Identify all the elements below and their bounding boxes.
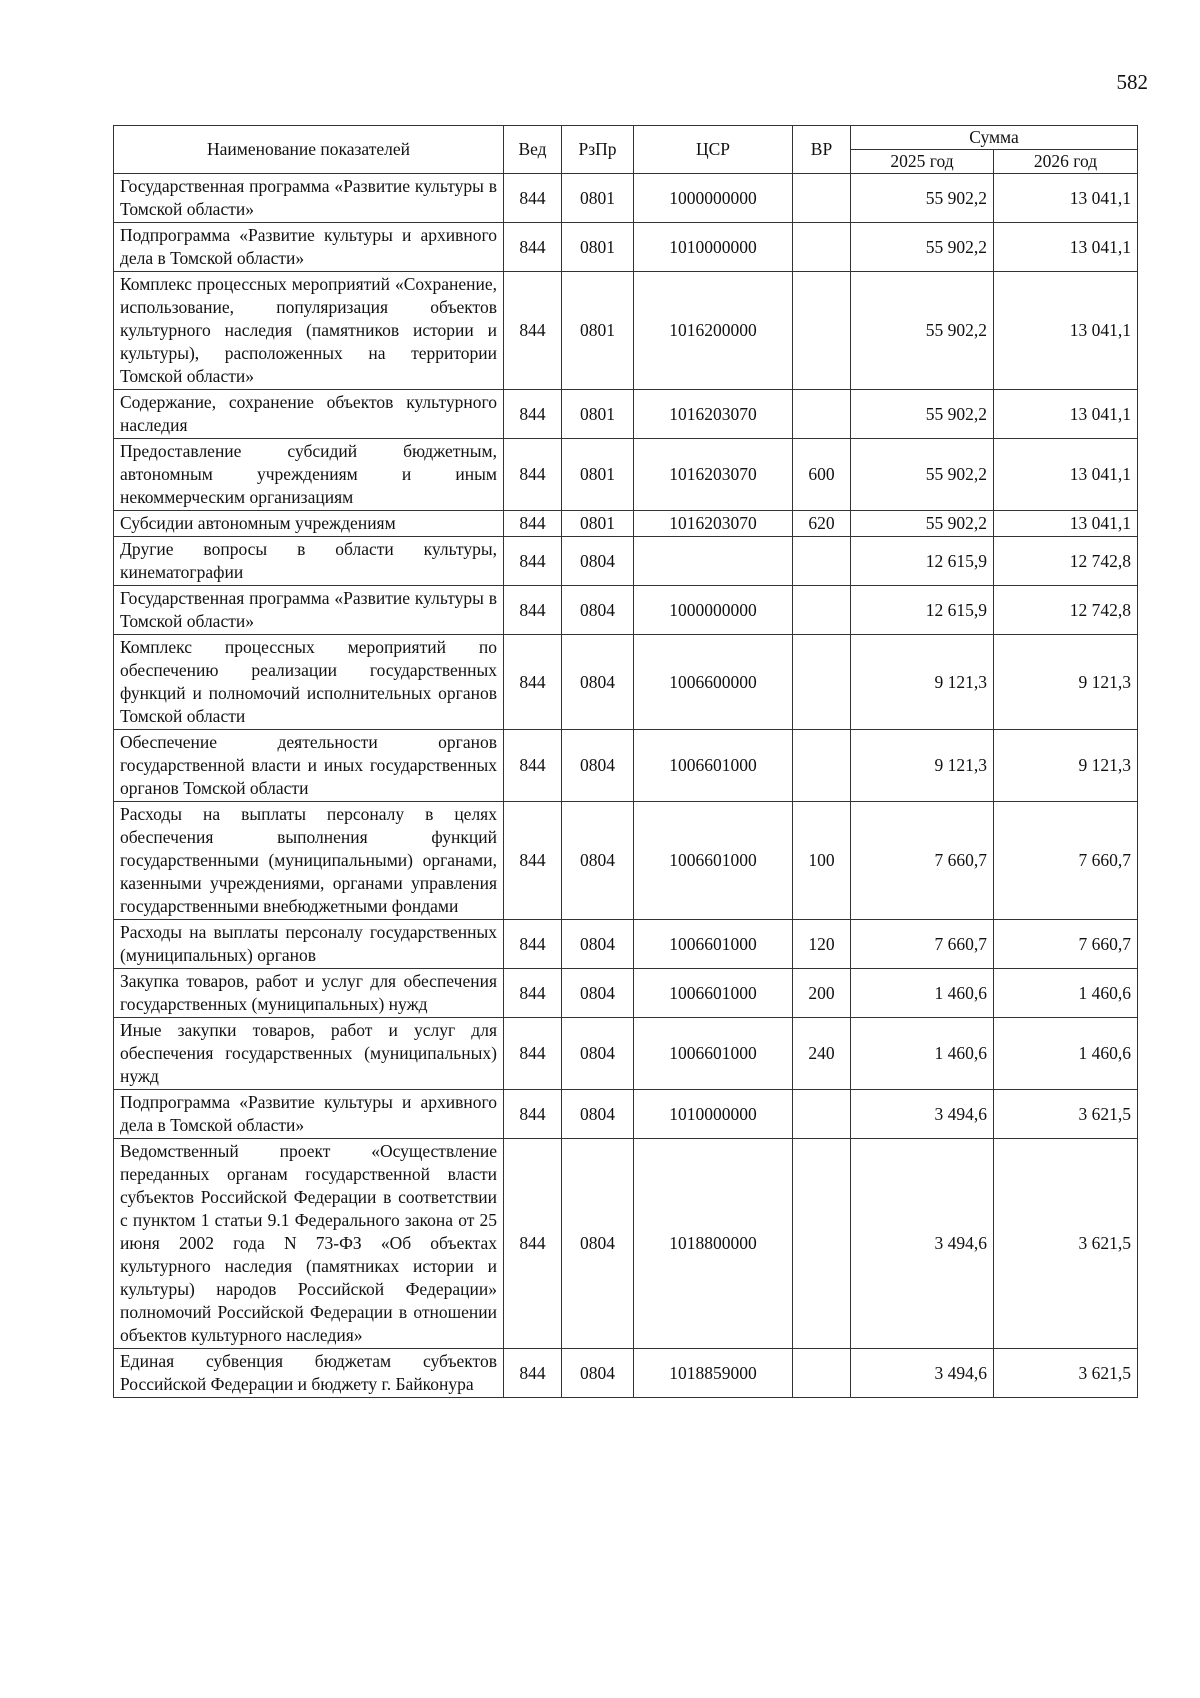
cell-ved: 844 <box>504 223 562 272</box>
cell-sum-2025: 55 902,2 <box>851 272 994 390</box>
cell-csr: 1016203070 <box>634 390 793 439</box>
cell-ved: 844 <box>504 635 562 730</box>
cell-sum-2025: 55 902,2 <box>851 511 994 537</box>
cell-sum-2026: 3 621,5 <box>994 1349 1138 1398</box>
cell-sum-2026: 13 041,1 <box>994 511 1138 537</box>
header-vr: ВР <box>793 126 851 174</box>
cell-rzpr: 0801 <box>562 174 634 223</box>
cell-rzpr: 0801 <box>562 272 634 390</box>
cell-csr: 1000000000 <box>634 174 793 223</box>
cell-ved: 844 <box>504 1018 562 1090</box>
cell-csr: 1000000000 <box>634 586 793 635</box>
cell-sum-2025: 55 902,2 <box>851 390 994 439</box>
cell-sum-2026: 3 621,5 <box>994 1090 1138 1139</box>
cell-csr: 1006601000 <box>634 969 793 1018</box>
table-row <box>114 1018 1138 1090</box>
cell-sum-2026: 9 121,3 <box>994 730 1138 802</box>
cell-name: Подпрограмма «Развитие культуры и архивного дела в Томской области» <box>114 223 504 272</box>
cell-sum-2025: 1 460,6 <box>851 969 994 1018</box>
header-year-2026: 2026 год <box>994 150 1138 174</box>
cell-vr <box>793 537 851 586</box>
cell-rzpr: 0804 <box>562 730 634 802</box>
header-rzpr: РзПр <box>562 126 634 174</box>
cell-vr <box>793 635 851 730</box>
cell-rzpr: 0804 <box>562 586 634 635</box>
table-row <box>114 511 1138 537</box>
cell-ved: 844 <box>504 174 562 223</box>
cell-sum-2026: 3 621,5 <box>994 1139 1138 1349</box>
table-row <box>114 390 1138 439</box>
cell-sum-2025: 9 121,3 <box>851 635 994 730</box>
table-row <box>114 586 1138 635</box>
table-row <box>114 223 1138 272</box>
cell-ved: 844 <box>504 586 562 635</box>
cell-sum-2026: 13 041,1 <box>994 390 1138 439</box>
cell-vr <box>793 1139 851 1349</box>
cell-ved: 844 <box>504 1139 562 1349</box>
cell-vr: 620 <box>793 511 851 537</box>
cell-csr: 1010000000 <box>634 1090 793 1139</box>
cell-name: Обеспечение деятельности органов государственной власти и иных государственных органов Томской области <box>114 730 504 802</box>
cell-csr: 1016200000 <box>634 272 793 390</box>
cell-ved: 844 <box>504 272 562 390</box>
table-row <box>114 174 1138 223</box>
cell-sum-2025: 3 494,6 <box>851 1090 994 1139</box>
cell-sum-2026: 13 041,1 <box>994 439 1138 511</box>
cell-ved: 844 <box>504 439 562 511</box>
cell-vr: 600 <box>793 439 851 511</box>
cell-sum-2025: 55 902,2 <box>851 174 994 223</box>
cell-csr: 1016203070 <box>634 511 793 537</box>
cell-name: Другие вопросы в области культуры, кинематографии <box>114 537 504 586</box>
cell-name: Содержание, сохранение объектов культурного наследия <box>114 390 504 439</box>
cell-name: Государственная программа «Развитие культуры в Томской области» <box>114 586 504 635</box>
cell-vr <box>793 1090 851 1139</box>
cell-rzpr: 0804 <box>562 537 634 586</box>
cell-sum-2025: 55 902,2 <box>851 223 994 272</box>
cell-ved: 844 <box>504 390 562 439</box>
cell-name: Предоставление субсидий бюджетным, автономным учреждениям и иным некоммерческим организациям <box>114 439 504 511</box>
cell-rzpr: 0801 <box>562 439 634 511</box>
table-header <box>114 126 1138 174</box>
cell-sum-2025: 7 660,7 <box>851 920 994 969</box>
cell-ved: 844 <box>504 1349 562 1398</box>
cell-rzpr: 0804 <box>562 635 634 730</box>
cell-rzpr: 0804 <box>562 1139 634 1349</box>
cell-csr: 1010000000 <box>634 223 793 272</box>
cell-name: Субсидии автономным учреждениям <box>114 511 504 537</box>
cell-rzpr: 0804 <box>562 920 634 969</box>
cell-sum-2026: 12 742,8 <box>994 586 1138 635</box>
cell-rzpr: 0804 <box>562 802 634 920</box>
cell-name: Комплекс процессных мероприятий по обеспечению реализации государственных функций и полномочий исполнительных органов Томской области <box>114 635 504 730</box>
cell-vr <box>793 174 851 223</box>
cell-vr <box>793 223 851 272</box>
header-year-2025: 2025 год <box>851 150 994 174</box>
table-row <box>114 802 1138 920</box>
cell-sum-2026: 13 041,1 <box>994 223 1138 272</box>
cell-csr: 1016203070 <box>634 439 793 511</box>
cell-ved: 844 <box>504 730 562 802</box>
cell-ved: 844 <box>504 537 562 586</box>
header-sum: Сумма <box>851 126 1138 150</box>
cell-name: Иные закупки товаров, работ и услуг для обеспечения государственных (муниципальных) нужд <box>114 1018 504 1090</box>
table-row <box>114 635 1138 730</box>
cell-vr <box>793 730 851 802</box>
cell-vr <box>793 586 851 635</box>
cell-vr: 200 <box>793 969 851 1018</box>
cell-name: Расходы на выплаты персоналу в целях обеспечения выполнения функций государственными (муниципальными) органами, казенными учреждениями, органами управления государственными внебюджетными фондами <box>114 802 504 920</box>
table-row <box>114 537 1138 586</box>
cell-sum-2026: 13 041,1 <box>994 174 1138 223</box>
cell-sum-2026: 7 660,7 <box>994 802 1138 920</box>
cell-sum-2026: 9 121,3 <box>994 635 1138 730</box>
cell-csr: 1018800000 <box>634 1139 793 1349</box>
cell-rzpr: 0801 <box>562 390 634 439</box>
header-ved: Вед <box>504 126 562 174</box>
cell-csr: 1006600000 <box>634 635 793 730</box>
cell-name: Комплекс процессных мероприятий «Сохранение, использование, популяризация объектов культурного наследия (памятников истории и культуры), расположенных на территории Томской области» <box>114 272 504 390</box>
table-body <box>114 174 1138 1398</box>
cell-rzpr: 0804 <box>562 969 634 1018</box>
cell-sum-2025: 12 615,9 <box>851 586 994 635</box>
cell-csr: 1006601000 <box>634 1018 793 1090</box>
cell-name: Подпрограмма «Развитие культуры и архивного дела в Томской области» <box>114 1090 504 1139</box>
cell-ved: 844 <box>504 1090 562 1139</box>
cell-ved: 844 <box>504 969 562 1018</box>
table-row <box>114 1090 1138 1139</box>
table-row <box>114 1349 1138 1398</box>
cell-sum-2026: 1 460,6 <box>994 969 1138 1018</box>
cell-ved: 844 <box>504 802 562 920</box>
cell-sum-2025: 1 460,6 <box>851 1018 994 1090</box>
cell-rzpr: 0804 <box>562 1090 634 1139</box>
cell-csr: 1006601000 <box>634 730 793 802</box>
cell-sum-2026: 1 460,6 <box>994 1018 1138 1090</box>
cell-sum-2025: 55 902,2 <box>851 439 994 511</box>
cell-sum-2025: 7 660,7 <box>851 802 994 920</box>
header-csr: ЦСР <box>634 126 793 174</box>
cell-name: Единая субвенция бюджетам субъектов Российской Федерации и бюджету г. Байконура <box>114 1349 504 1398</box>
cell-vr: 120 <box>793 920 851 969</box>
cell-ved: 844 <box>504 511 562 537</box>
cell-sum-2025: 12 615,9 <box>851 537 994 586</box>
budget-table <box>113 125 1138 1398</box>
table-row <box>114 969 1138 1018</box>
cell-name: Государственная программа «Развитие культуры в Томской области» <box>114 174 504 223</box>
header-name: Наименование показателей <box>114 126 504 174</box>
page-number: 582 <box>1116 70 1148 94</box>
table-row <box>114 272 1138 390</box>
cell-rzpr: 0804 <box>562 1349 634 1398</box>
table-row <box>114 1139 1138 1349</box>
cell-vr <box>793 390 851 439</box>
cell-sum-2025: 3 494,6 <box>851 1139 994 1349</box>
table-row <box>114 439 1138 511</box>
cell-csr <box>634 537 793 586</box>
cell-ved: 844 <box>504 920 562 969</box>
cell-rzpr: 0804 <box>562 1018 634 1090</box>
cell-vr: 240 <box>793 1018 851 1090</box>
cell-sum-2026: 7 660,7 <box>994 920 1138 969</box>
cell-sum-2025: 9 121,3 <box>851 730 994 802</box>
cell-vr <box>793 1349 851 1398</box>
cell-vr: 100 <box>793 802 851 920</box>
cell-name: Ведомственный проект «Осуществление переданных органам государственной власти субъектов Российской Федерации в соответствии с пунктом 1 статьи 9.1 Федерального закона от 25 июня 2002 года N 73-ФЗ «Об объектах культурного наследия (памятниках истории и культуры) народов Российской Федерации» полномочий Российской Федерации в отношении объектов культурного наследия» <box>114 1139 504 1349</box>
cell-sum-2026: 13 041,1 <box>994 272 1138 390</box>
cell-sum-2026: 12 742,8 <box>994 537 1138 586</box>
cell-rzpr: 0801 <box>562 223 634 272</box>
table-row <box>114 920 1138 969</box>
cell-rzpr: 0801 <box>562 511 634 537</box>
cell-csr: 1018859000 <box>634 1349 793 1398</box>
cell-sum-2025: 3 494,6 <box>851 1349 994 1398</box>
cell-csr: 1006601000 <box>634 802 793 920</box>
cell-name: Расходы на выплаты персоналу государственных (муниципальных) органов <box>114 920 504 969</box>
cell-csr: 1006601000 <box>634 920 793 969</box>
cell-name: Закупка товаров, работ и услуг для обеспечения государственных (муниципальных) нужд <box>114 969 504 1018</box>
cell-vr <box>793 272 851 390</box>
table-row <box>114 730 1138 802</box>
